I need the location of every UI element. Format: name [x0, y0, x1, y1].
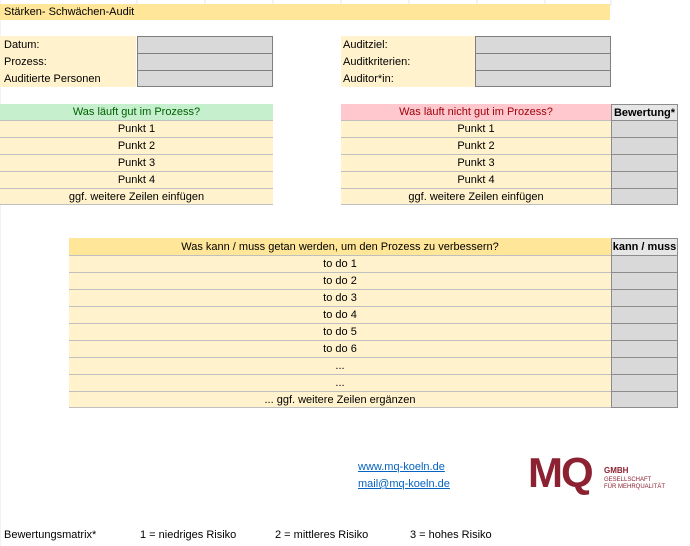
risk-level-2: 2 = mittleres Risiko	[275, 529, 369, 541]
bewertung-cell[interactable]	[611, 172, 678, 189]
todo-row[interactable]: ...	[69, 375, 611, 392]
bad-row[interactable]: Punkt 4	[341, 172, 611, 189]
kann-muss-header: kann / muss	[611, 238, 678, 256]
auditziel-field[interactable]	[475, 36, 611, 54]
label-auditierte-personen: Auditierte Personen	[4, 73, 101, 85]
bewertung-cell[interactable]	[611, 189, 678, 205]
kann-muss-cell[interactable]	[611, 341, 678, 358]
kann-muss-cell[interactable]	[611, 307, 678, 324]
todo-row[interactable]: to do 2	[69, 273, 611, 290]
kann-muss-cell[interactable]	[611, 256, 678, 273]
bad-row[interactable]: ggf. weitere Zeilen einfügen	[341, 189, 611, 205]
good-row[interactable]: Punkt 1	[0, 121, 273, 138]
bewertung-header: Bewertung*	[611, 104, 678, 121]
todo-row[interactable]: to do 5	[69, 324, 611, 341]
logo-line2: FÜR MEHRQUALITÄT	[604, 484, 666, 490]
prozess-field[interactable]	[137, 53, 273, 71]
label-datum: Datum:	[4, 39, 40, 51]
todo-row[interactable]: to do 4	[69, 307, 611, 324]
datum-field[interactable]	[137, 36, 273, 54]
logo-mark: MQ	[528, 449, 592, 496]
bad-row[interactable]: Punkt 2	[341, 138, 611, 155]
mq-logo	[528, 449, 678, 502]
risk-level-1: 1 = niedriges Risiko	[140, 529, 237, 541]
todo-row[interactable]: ... ggf. weitere Zeilen ergänzen	[69, 392, 611, 408]
good-table-header: Was läuft gut im Prozess?	[0, 104, 273, 121]
risk-level-3: 3 = hohes Risiko	[410, 529, 492, 541]
kann-muss-cell[interactable]	[611, 324, 678, 341]
todo-row[interactable]: to do 3	[69, 290, 611, 307]
bewertungsmatrix-label: Bewertungsmatrix*	[4, 529, 97, 541]
kann-muss-cell[interactable]	[611, 392, 678, 408]
good-row[interactable]: Punkt 2	[0, 138, 273, 155]
kann-muss-cell[interactable]	[611, 358, 678, 375]
bad-row[interactable]: Punkt 1	[341, 121, 611, 138]
good-row[interactable]: ggf. weitere Zeilen einfügen	[0, 189, 273, 205]
good-row[interactable]: Punkt 3	[0, 155, 273, 172]
info-left-labels	[0, 36, 136, 87]
label-auditkriterien: Auditkriterien:	[343, 56, 411, 68]
bewertung-cell[interactable]	[611, 155, 678, 172]
website-link[interactable]: www.mq-koeln.de	[358, 461, 445, 473]
good-row[interactable]: Punkt 4	[0, 172, 273, 189]
auditor-field[interactable]	[475, 70, 611, 87]
kann-muss-cell[interactable]	[611, 273, 678, 290]
kann-muss-cell[interactable]	[611, 375, 678, 392]
todo-table-header: Was kann / muss getan werden, um den Prozess zu verbessern?	[69, 238, 611, 256]
auditierte-personen-field[interactable]	[137, 70, 273, 87]
bewertung-cell[interactable]	[611, 138, 678, 155]
label-auditziel: Auditziel:	[343, 39, 388, 51]
todo-row[interactable]: to do 6	[69, 341, 611, 358]
auditkriterien-field[interactable]	[475, 53, 611, 71]
todo-row[interactable]: to do 1	[69, 256, 611, 273]
todo-row[interactable]: ...	[69, 358, 611, 375]
label-prozess: Prozess:	[4, 56, 47, 68]
label-auditor: Auditor*in:	[343, 73, 394, 85]
page-title: Stärken- Schwächen-Audit	[0, 4, 610, 20]
kann-muss-cell[interactable]	[611, 290, 678, 307]
info-right-labels	[341, 36, 475, 87]
bewertung-cell[interactable]	[611, 121, 678, 138]
logo-gmbh: GMBH	[604, 466, 629, 475]
logo-line1: GESELLSCHAFT	[604, 477, 652, 483]
bad-table-header: Was läuft nicht gut im Prozess?	[341, 104, 611, 121]
bad-row[interactable]: Punkt 3	[341, 155, 611, 172]
email-link[interactable]: mail@mq-koeln.de	[358, 478, 450, 490]
